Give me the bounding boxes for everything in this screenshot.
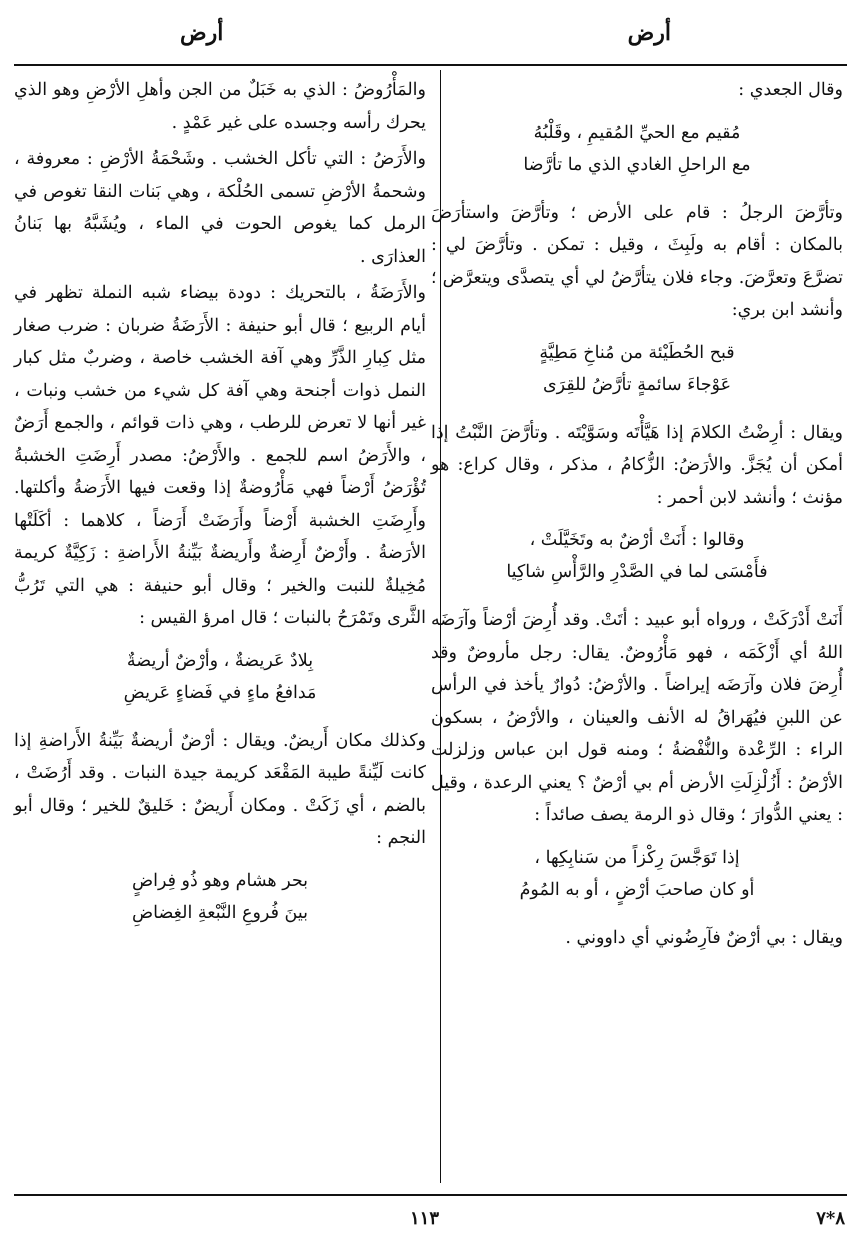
verse-line: إذا تَوَجَّسَ رِكْزاً من سَنابِكِها ،	[534, 847, 740, 868]
verse-line: بينَ فُروعِ النَّبْعةِ الغِضاضِ	[132, 902, 308, 923]
header-word-left: أرض	[180, 20, 224, 46]
verse	[431, 117, 843, 181]
header-word-right: أرض	[627, 20, 671, 46]
signature-mark: ٨*٧	[816, 1208, 845, 1229]
verse	[14, 865, 426, 929]
left-column	[14, 74, 426, 945]
verse-line: قبح الحُطَيْئة من مُناخِ مَطِيَّةٍ	[539, 342, 735, 363]
verse	[14, 645, 426, 709]
paragraph: ويقال : أرِضْتُ الكلامَ إذا هَيَّأْتَه وسَوَّيْتَه . وتأرَّضَ النَّبْتُ إذا أمكن أن يُجَزَّ. والأرَضُ: الزُّكامُ ، مذكر ، وقال كراع: هو مؤنث ؛ وأنشد لابن أحمر :	[431, 422, 843, 508]
verse-line: مَدافعُ ماءٍ في فَضاءٍ عَريضِ	[123, 682, 317, 703]
paragraph: والأَرَضُ : التي تأكل الخشب . وشَحْمَةُ الأرْضِ : معروفة ، وشحمةُ الأرْضِ تسمى الحُلْكة ، وهي بَنات النقا تغوص في الرمل كما يغوص الحوت في الماء ، ويُشَبَّهُ بها بَنانُ العذارَى .	[14, 149, 426, 267]
paragraph: وقال الجعدي :	[738, 80, 843, 100]
verse	[431, 337, 843, 401]
paragraph: وتأرَّضَ الرجلُ : قام على الأرض ؛ وتأرَّضَ واستأرَضَ بالمكان : أقام به ولَبِثَ ، وقيل : تمكن . وتأرَّضَ لي : تضرَّعَ وتعرَّضَ. وجاء فلان يتأرَّضُ لي أي يتصدَّى ويتعرَّض ؛ وأنشد ابن بري:	[431, 202, 843, 320]
paragraph: والمَأْرُوضُ : الذي به خَبَلٌ من الجن وأهلِ الأرْضِ وهو الذي يحرك رأسه وجسده على غير عَمْدٍ .	[14, 80, 426, 133]
verse	[431, 842, 843, 906]
top-rule	[14, 64, 847, 66]
verse-line: عَوْجاءَ سائمةٍ تأرَّضُ للقِرَى	[542, 374, 732, 395]
verse-line: بِلادٌ عَريضةٌ ، وأرْضٌ أريضةٌ	[126, 650, 314, 671]
verse-line: فأَمْسَى لما في الصَّدْرِ والرَّأْسِ شاكِيا	[506, 562, 768, 582]
paragraph: والأَرَضَةُ ، بالتحريك : دودة بيضاء شبه النملة تظهر في أيام الربيع ؛ قال أبو حنيفة : الأَرَضَةُ ضربان : ضرب صغار مثل كِبارِ الذَّرِّ وهي آفة الخشب خاصة ، وضربٌ مثل كبار النمل ذوات أجنحة وهي آفة كل شيء من خشب ونبات ، غير أنها لا تعرض للرطب ، وهي ذات قوائم ، والجمع أَرَضٌ ، والأَرَضُ اسم للجمع . والأَرْضُ: مصدر أَرِضَتِ الخشبةُ تُؤْرَضُ أَرْضاً فهي مَأْرُوضةٌ إذا وقعت فيها الأَرَضةُ وأكلتها. وأَرِضَتِ الخشبة أَرْضاً وأَرَضَتْ أَرَضاً ، كلاهما : أكَلَتْها الأرَضةُ . وأَرْضٌ أَرِضةٌ وأَريضةٌ بَيِّنةُ الأَراضةِ : زَكِيَّةٌ كريمة مُخِيلةٌ للنبت والخير ؛ وقال أبو حنيفة : هي التي تَرُبُّ الثَّرى وتَمْرَحُ بالنبات ؛ قال امرؤ القيس :	[14, 283, 426, 628]
bottom-rule	[14, 1194, 847, 1196]
verse-line: مُقيم مع الحيِّ المُقيمِ ، وقَلْبُهُ	[533, 122, 741, 143]
right-column	[431, 74, 843, 958]
paragraph: وكذلك مكان أَريضٌ. ويقال : أرْضٌ أريضةٌ بَيِّنةُ الأَراضةِ إذا كانت لَيِّنةً طيبة المَقْعَد كريمة جيدة النبات . وقد أَرُضَتْ ، بالضم ، أي زَكَتْ . ومكان أَريضٌ : خَليقٌ للخير ؛ وقال أبو النجم :	[14, 730, 426, 848]
verse-line: مع الراحلِ الغادي الذي ما تأرَّضا	[523, 154, 751, 175]
paragraph: أَنَتْ أَدْرَكَتْ ، ورواه أبو عبيد : أتَتْ. وقد أُرِضَ أرْضاً وآرَضَه اللهُ أي أَزْكَمَه ، فهو مَأْرُوضٌ. يقال: رجل مأروضٌ وقد أُرِضَ فلان وآرَضَه إيراضاً . والأرْضُ: دُوارٌ يأخذ في الرأس عن اللبنِ فيُهَراقُ له الأنف والعينان ، والأرْضُ ، بسكون الراء : الرِّعْدة والنُّفْضةُ ؛ ومنه قول ابن عباس وزلزلت الأرْضُ : أَزُلْزِلَتِ الأرض أم بي أرْضٌ ؟ يعني الرعدة ، وقيل : يعني الدُّوارَ ؛ وقال ذو الرمة يصف صائداً :	[431, 610, 843, 825]
page-number: ١١٣	[410, 1208, 440, 1229]
paragraph: ويقال : بي أرْضٌ فآرِضُوني أي داووني .	[565, 927, 843, 948]
verse-line: أو كان صاحبَ أرْضٍ ، أو به المُومُ	[519, 879, 755, 900]
verse-line: وقالوا : أَنَتْ أرْضٌ به وتَخَيَّلَتْ ،	[529, 530, 745, 550]
verse	[431, 524, 843, 588]
verse-line: بحر هشام وهو ذُو فِراضٍ	[131, 870, 309, 891]
